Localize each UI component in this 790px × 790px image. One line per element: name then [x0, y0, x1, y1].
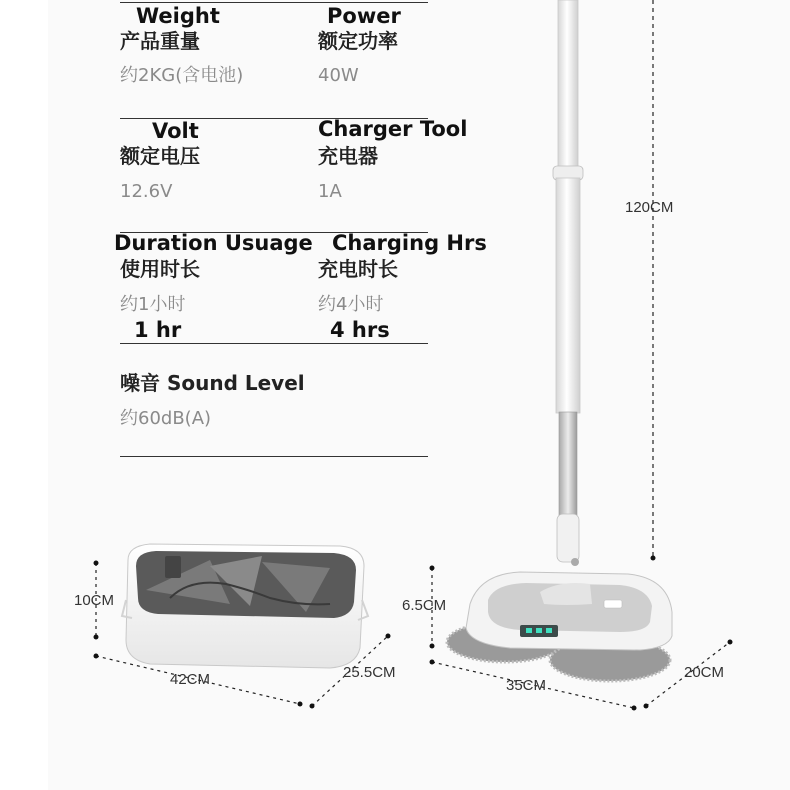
basin-length-label: 42CM — [170, 671, 211, 688]
charger-value: 1A — [318, 181, 342, 202]
sound-title: 噪音 Sound Level — [120, 371, 305, 395]
power-en-label: Power — [327, 4, 401, 28]
mop-handle — [553, 0, 583, 566]
charger-cn-label: 充电器 — [318, 144, 378, 168]
weight-value: 约2KG(含电池) — [120, 65, 244, 86]
power-cn-label: 额定功率 — [318, 29, 398, 53]
power-value: 40W — [318, 65, 359, 86]
head-height-label: 6.5CM — [402, 597, 447, 614]
duration-en-value: 1 hr — [134, 318, 182, 342]
head-length-label: 35CM — [506, 677, 547, 694]
weight-cn-label: 产品重量 — [120, 29, 200, 53]
volt-cn-label: 额定电压 — [120, 144, 200, 168]
cleaning-basin — [122, 544, 368, 668]
duration-cn-label: 使用时长 — [120, 257, 200, 281]
duration-en-label: Duration Usuage — [114, 231, 313, 255]
charging-cn-label: 充电时长 — [318, 257, 398, 281]
sound-value: 约60dB(A) — [120, 408, 212, 429]
charger-en-label: Charger Tool — [318, 117, 468, 141]
charging-en-value: 4 hrs — [330, 318, 390, 342]
charging-en-label: Charging Hrs — [332, 231, 487, 255]
weight-en-label: Weight — [136, 4, 220, 28]
mop-height-label: 120CM — [625, 199, 674, 216]
head-width-label: 20CM — [684, 664, 725, 681]
charging-value: 约4小时 — [318, 294, 384, 315]
duration-value: 约1小时 — [120, 294, 186, 315]
volt-value: 12.6V — [120, 181, 173, 202]
volt-en-label: Volt — [152, 119, 199, 143]
mop-head — [447, 572, 672, 681]
basin-height-label: 10CM — [74, 592, 115, 609]
basin-width-label: 25.5CM — [343, 664, 396, 681]
